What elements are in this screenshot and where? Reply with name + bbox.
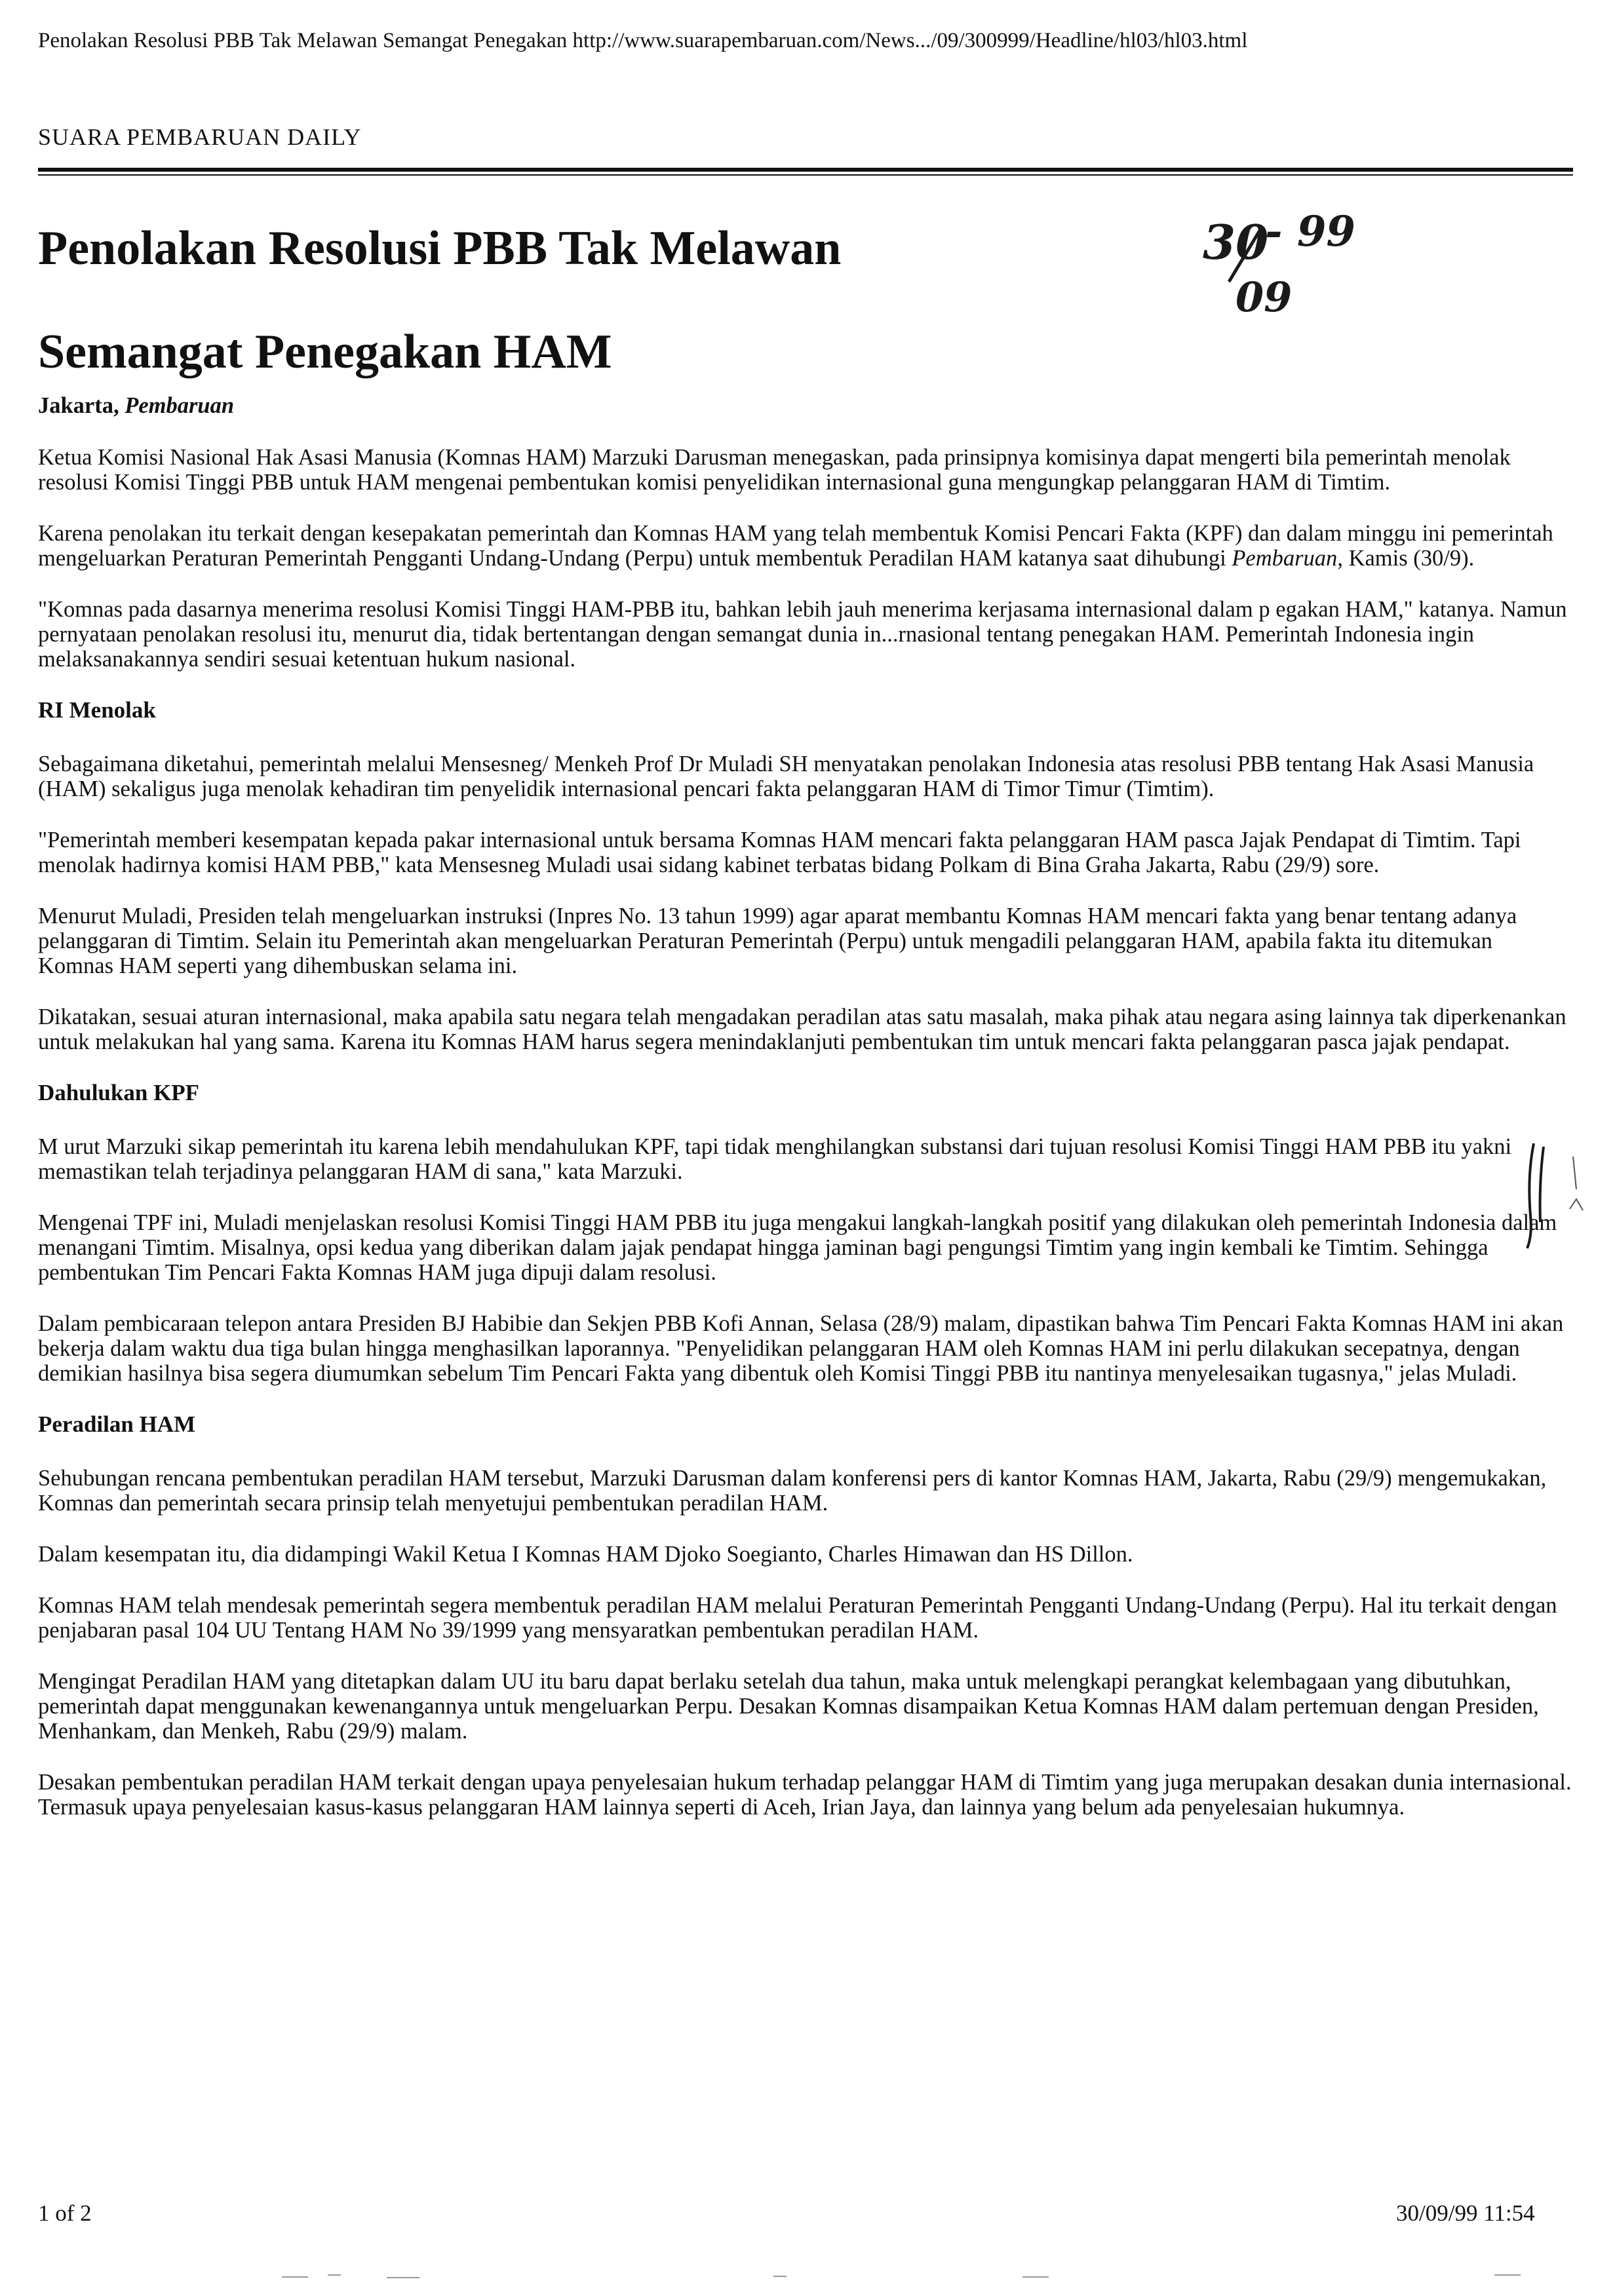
subheading-peradilan-ham: Peradilan HAM xyxy=(38,1411,196,1437)
footer-page-number: 1 of 2 xyxy=(38,2200,92,2226)
paragraph-15: Desakan pembentukan peradilan HAM terkait dengan upaya penyelesaian hukum terhadap pelanggar HAM di Timtim yang juga merupakan desakan dunia internasional. Termasuk upaya penyelesaian kasus-kasus pelanggaran HAM lainnya seperti di Aceh, Irian Jaya, dan lainnya yang belum ada penyelesaian hukumnya. xyxy=(38,1770,1572,1820)
handwritten-year: - 99 xyxy=(1265,207,1355,256)
paragraph-6: Menurut Muladi, Presiden telah mengeluarkan instruksi (Inpres No. 13 tahun 1999) agar aparat membantu Komnas HAM mencari fakta yang benar tentang adanya pelanggaran di Timtim. Selain itu Pemerintah akan mengeluarkan Peraturan Pemerintah (Perpu) untuk mengadili pelanggaran HAM, apabila fakta itu ditemukan Komnas HAM seperti yang dihembuskan selama ini. xyxy=(38,904,1517,978)
masthead-rule-thin xyxy=(38,174,1573,176)
paragraph-2-italic: Pembaruan xyxy=(1232,546,1338,571)
masthead-rule-thick xyxy=(38,168,1573,172)
browser-print-header: Penolakan Resolusi PBB Tak Melawan Semangat Penegakan http://www.suarapembaruan.com/News.../09/300999/Headline/hl03/hl03.html xyxy=(38,29,1248,52)
paragraph-9: Mengenai TPF ini, Muladi menjelaskan resolusi Komisi Tinggi HAM PBB itu juga mengakui langkah-langkah positif yang dilakukan oleh pemerintah Indonesia dalam menangani Timtim. Misalnya, opsi kedua yang diberikan dalam jajak pendapat hingga jaminan bagi pengungsi Timtim yang ingin kembali ke Timtim. Sehingga pembentukan Tim Pencari Fakta Komnas HAM juga dipuji dalam resolusi. xyxy=(38,1210,1557,1285)
footer-timestamp: 30/09/99 11:54 xyxy=(1396,2200,1535,2226)
paragraph-10: Dalam pembicaraan telepon antara Presiden BJ Habibie dan Sekjen PBB Kofi Annan, Selasa (28/9) malam, dipastikan bahwa Tim Pencari Fakta Komnas HAM ini akan bekerja dalam waktu dua tiga bulan hingga menghasilkan laporannya. "Penyelidikan pelanggaran HAM oleh Komnas HAM ini perlu dilakukan secepatnya, dengan demikian hasilnya bisa segera diumumkan sebelum Tim Pencari Fakta yang dibentuk oleh Komisi Tinggi PBB itu nantinya menyelesaikan tugasnya," jelas Muladi. xyxy=(38,1311,1564,1386)
paragraph-14: Mengingat Peradilan HAM yang ditetapkan dalam UU itu baru dapat berlaku setelah dua tahun, maka untuk melengkapi perangkat kelembagaan yang dibutuhkan, pemerintah dapat menggunakan kewenangannya untuk mengeluarkan Perpu. Desakan Komnas disampaikan Ketua Komnas HAM dalam pertemuan dengan Presiden, Menhankam, dan Menkeh, Rabu (29/9) malam. xyxy=(38,1669,1539,1744)
dateline-city: Jakarta, xyxy=(38,393,119,418)
paragraph-7: Dikatakan, sesuai aturan internasional, maka apabila satu negara telah mengadakan peradilan atas satu masalah, maka pihak atau negara asing lainnya tak diperkenankan untuk melakukan hal yang sama. Karena itu Komnas HAM harus segera menindaklanjuti pembentukan tim untuk mencari fakta pelanggaran pasca jajak pendapat. xyxy=(38,1004,1566,1054)
handwritten-date-annotation xyxy=(1203,207,1355,344)
paragraph-4: Sebagaimana diketahui, pemerintah melalui Mensesneg/ Menkeh Prof Dr Muladi SH menyatakan penolakan Indonesia atas resolusi PBB tentang Hak Asasi Manusia (HAM) sekaligus juga menolak kehadiran tim penyelidik internasional pencari fakta pelanggaran HAM di Timor Timur (Timtim). xyxy=(38,752,1534,801)
paragraph-1: Ketua Komisi Nasional Hak Asasi Manusia (Komnas HAM) Marzuki Darusman menegaskan, pada prinsipnya komisinya dapat mengerti bila pemerintah menolak resolusi Komisi Tinggi PBB untuk HAM mengenai pembentukan komisi penyelidikan internasional guna mengungkap pelanggaran HAM di Timtim. xyxy=(38,445,1511,495)
masthead: SUARA PEMBARUAN DAILY xyxy=(38,124,362,150)
handwritten-month: 09 xyxy=(1236,273,1293,321)
headline xyxy=(38,197,1152,404)
scan-noise-strip xyxy=(0,2267,1615,2287)
dateline xyxy=(38,393,1572,418)
headline-line-1: Penolakan Resolusi PBB Tak Melawan xyxy=(38,221,842,275)
subheading-ri-menolak: RI Menolak xyxy=(38,697,156,723)
paragraph-2-end: , Kamis (30/9). xyxy=(1337,546,1475,571)
headline-line-2: Semangat Penegakan HAM xyxy=(38,325,612,379)
paragraph-2 xyxy=(38,521,1572,571)
handwritten-margin-mark xyxy=(1514,1137,1593,1255)
paragraph-5: "Pemerintah memberi kesempatan kepada pakar internasional untuk bersama Komnas HAM mencari fakta pelanggaran HAM pasca Jajak Pendapat di Timtim. Tapi menolak hadirnya komisi HAM PBB," kata Mensesneg Muladi usai sidang kabinet terbatas bidang Polkam di Bina Graha Jakarta, Rabu (29/9) sore. xyxy=(38,828,1521,877)
paragraph-12: Dalam kesempatan itu, dia didampingi Wakil Ketua I Komnas HAM Djoko Soegianto, Charles Himawan dan HS Dillon. xyxy=(38,1542,1133,1567)
paragraph-2-text: Karena penolakan itu terkait dengan kesepakatan pemerintah dan Komnas HAM yang telah membentuk Komisi Pencari Fakta (KPF) dan dalam minggu ini pemerintah mengeluarkan Peraturan Pemerintah Pengganti Undang-Undang (Perpu) untuk membentuk Peradilan HAM katanya saat dihubungi xyxy=(38,521,1553,571)
paragraph-8: M urut Marzuki sikap pemerintah itu karena lebih mendahulukan KPF, tapi tidak menghilangkan substansi dari tujuan resolusi Komisi Tinggi HAM PBB itu yakni memastikan telah terjadinya pelanggaran HAM di sana," kata Marzuki. xyxy=(38,1134,1512,1184)
handwritten-day: 30 xyxy=(1203,214,1269,270)
paragraph-3: "Komnas pada dasarnya menerima resolusi Komisi Tinggi HAM-PBB itu, bahkan lebih jauh menerima kerjasama internasional dalam p egakan HAM," katanya. Namun pernyataan penolakan resolusi itu, menurut dia, tidak bertentangan dengan semangat dunia in...rnasional tentang penegakan HAM. Pemerintah Indonesia ingin melaksanakannya sendiri sesuai ketentuan hukum nasional. xyxy=(38,597,1567,672)
paragraph-13: Komnas HAM telah mendesak pemerintah segera membentuk peradilan HAM melalui Peraturan Pemerintah Pengganti Undang-Undang (Perpu). Hal itu terkait dengan penjabaran pasal 104 UU Tentang HAM No 39/1999 yang mensyaratkan pembentukan peradilan HAM. xyxy=(38,1593,1557,1643)
subheading-dahulukan-kpf: Dahulukan KPF xyxy=(38,1080,200,1105)
dateline-paper: Pembaruan xyxy=(125,393,235,418)
paragraph-11: Sehubungan rencana pembentukan peradilan HAM tersebut, Marzuki Darusman dalam konferensi pers di kantor Komnas HAM, Jakarta, Rabu (29/9) mengemukakan, Komnas dan pemerintah secara prinsip telah menyetujui pembentukan peradilan HAM. xyxy=(38,1466,1547,1516)
article-body xyxy=(38,393,1572,1846)
